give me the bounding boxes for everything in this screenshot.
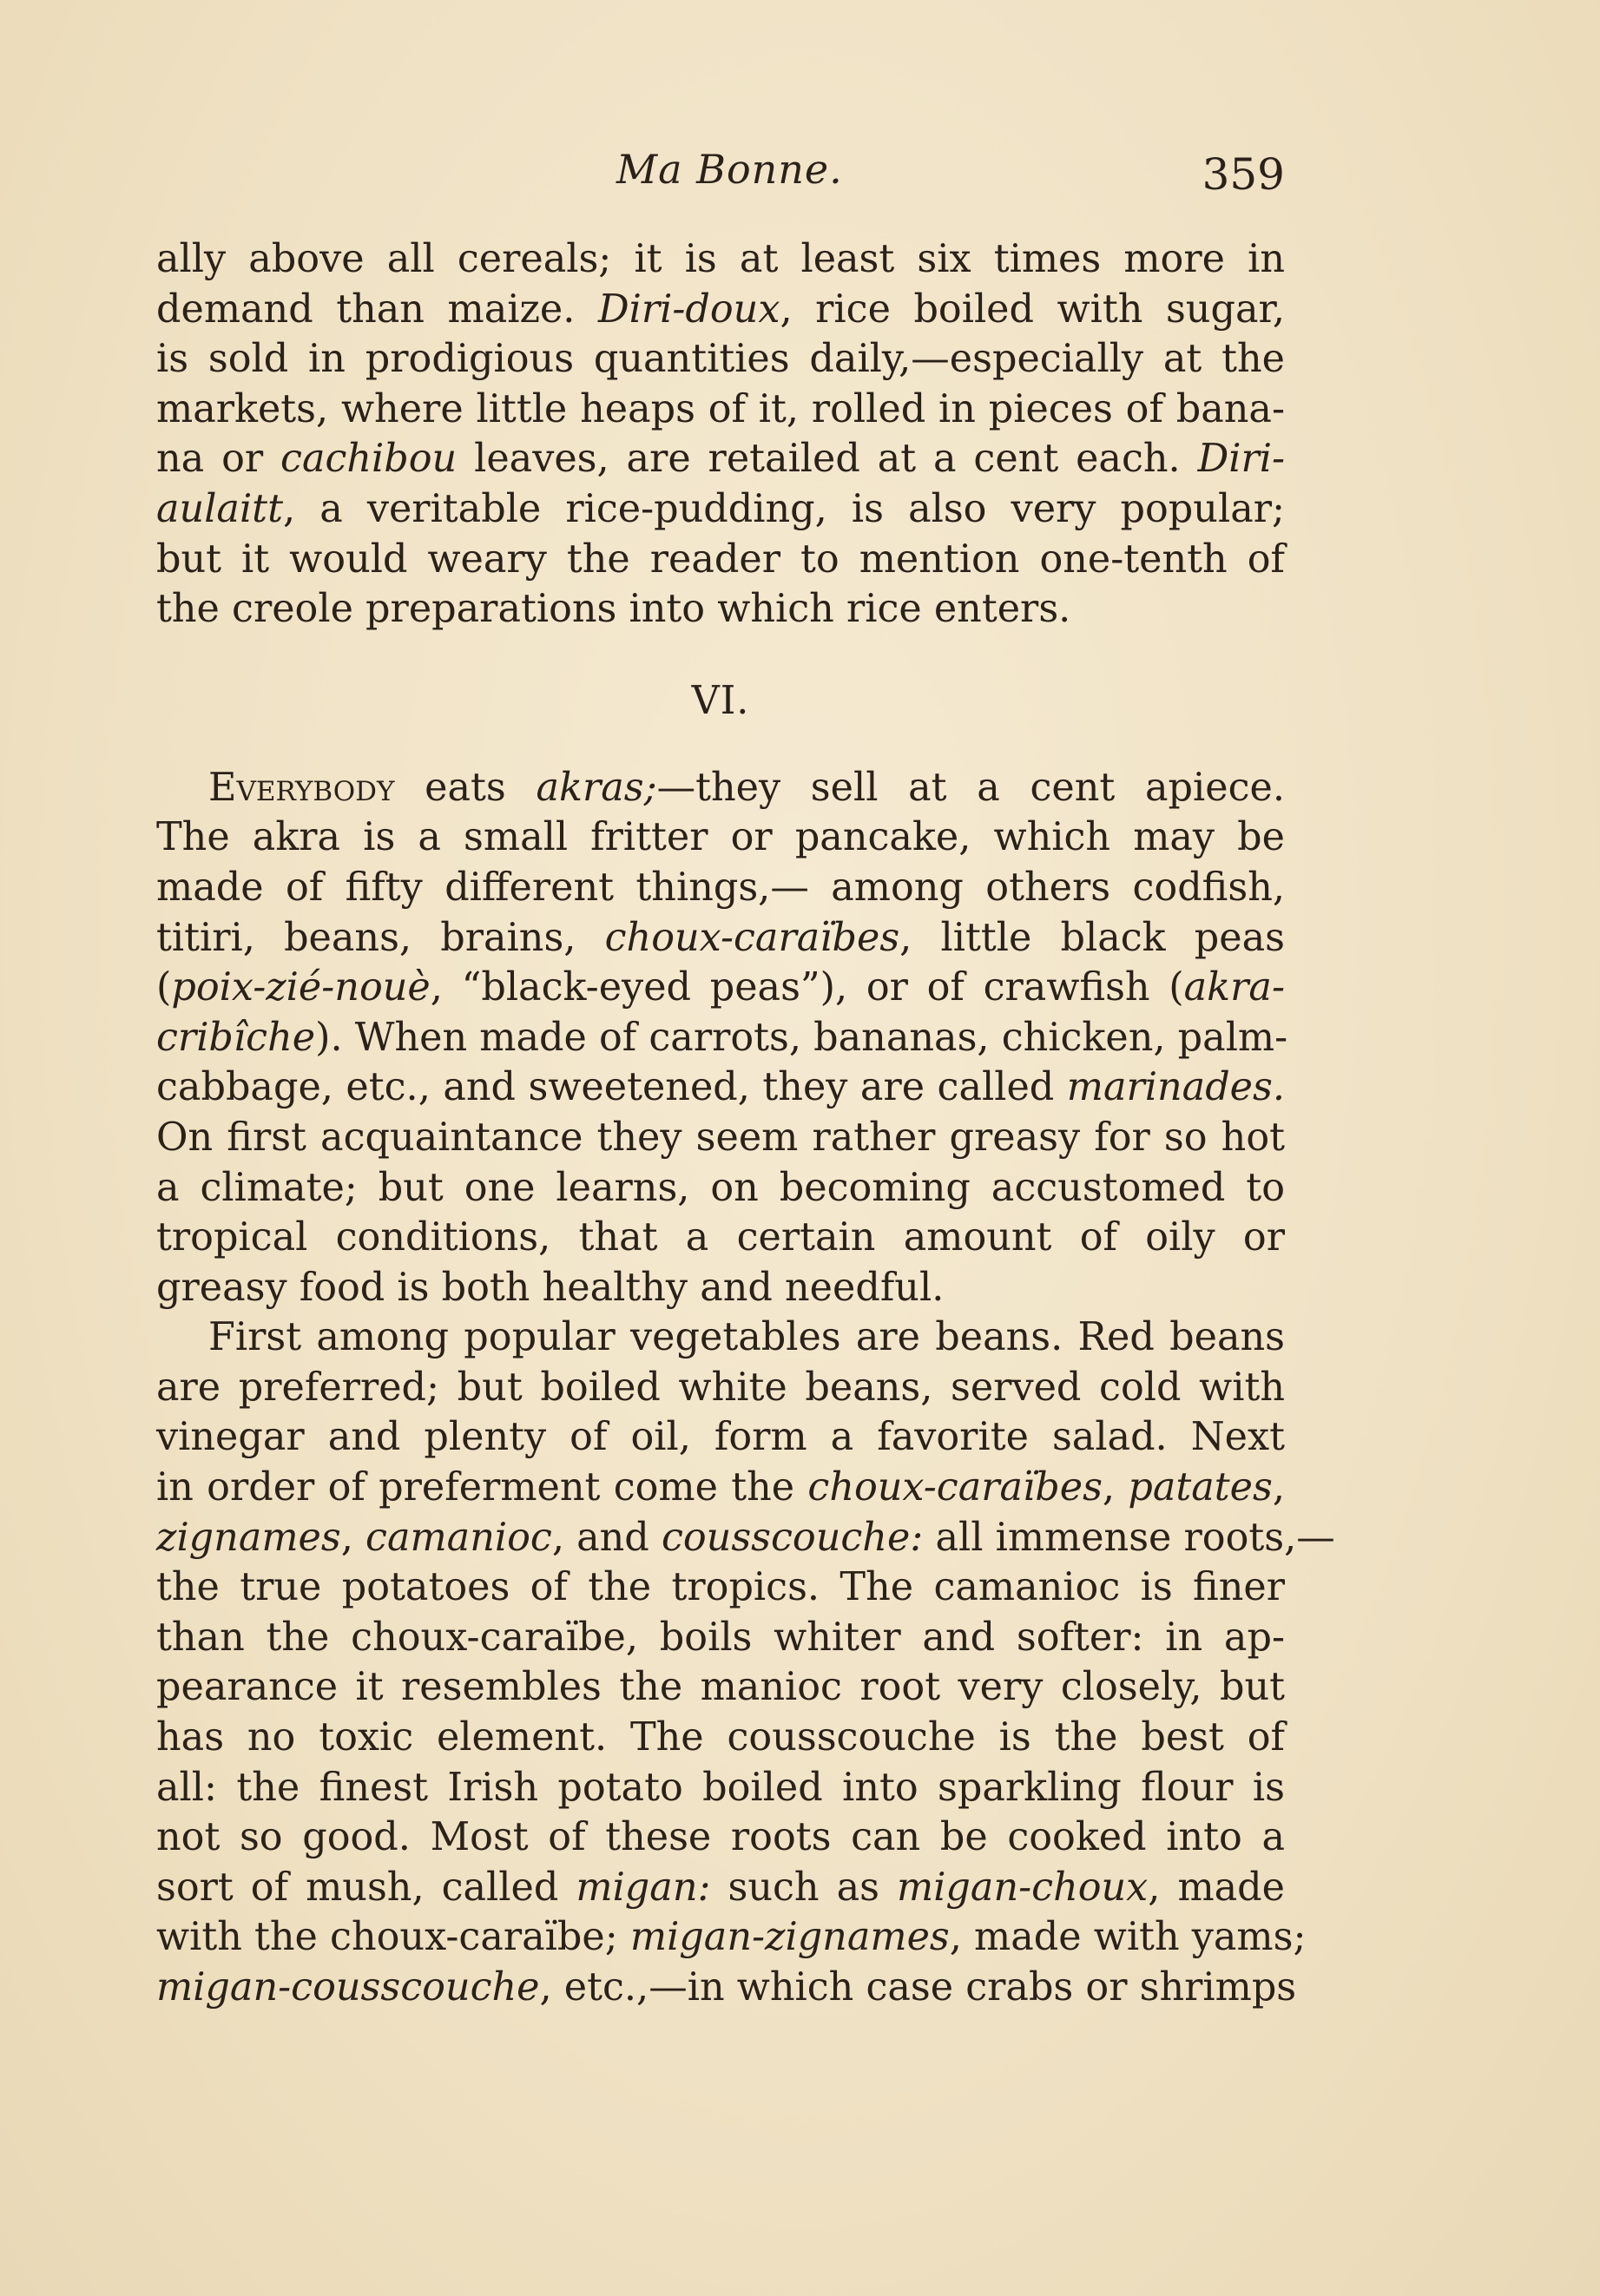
text-run: , etc.,—in which case crabs or shrimps	[539, 1965, 1297, 2010]
italic-term: akras;	[536, 765, 657, 810]
text-line	[156, 484, 1285, 535]
text-run: markets, where little heaps of it, rolled in pieces of bana-	[156, 386, 1285, 431]
text-line	[156, 812, 1285, 863]
text-run: the creole preparations into which rice enters.	[156, 587, 1071, 632]
text-run: ally above all cereals; it is at least six times more in	[156, 237, 1285, 281]
italic-term: camanioc	[365, 1515, 552, 1560]
text-run: , “black-eyed peas”), or of crawfish (	[430, 965, 1184, 1010]
italic-term: aulaitt	[156, 486, 283, 531]
italic-term: cachibou	[280, 437, 458, 482]
italic-term: cousscouche:	[661, 1515, 924, 1560]
italic-term: choux-caraïbes	[604, 915, 900, 960]
running-head	[156, 146, 1285, 207]
text-line	[156, 1363, 1285, 1413]
text-run: First among popular vegetables are beans. Red beans	[208, 1315, 1285, 1360]
italic-term: akra-	[1183, 965, 1285, 1010]
text-run: , made	[1148, 1865, 1285, 1910]
text-run: titiri, beans, brains,	[156, 915, 605, 960]
text-run: a climate; but one learns, on becoming accustomed to	[156, 1165, 1285, 1210]
text-line	[156, 234, 1285, 285]
text-line	[156, 1463, 1285, 1513]
text-line	[156, 1812, 1285, 1863]
italic-term: migan-cousscouche	[156, 1965, 540, 2010]
text-run: —they sell at a cent apiece.	[656, 765, 1285, 810]
text-run: (	[156, 965, 172, 1010]
text-run: ,	[340, 1515, 366, 1560]
italic-term: marinades.	[1066, 1065, 1285, 1110]
text-line	[156, 1863, 1285, 1913]
text-run: than the choux-caraïbe, boils whiter and softer: in ap-	[156, 1615, 1285, 1660]
text-run: , a veritable rice-pudding, is also very popular;	[282, 486, 1285, 531]
text-line	[156, 535, 1285, 585]
text-line	[156, 1763, 1285, 1813]
text-run: , little black peas	[899, 915, 1285, 960]
text-run: ,	[1272, 1465, 1285, 1510]
text-run: all immense roots,—	[923, 1515, 1335, 1560]
text-line	[156, 584, 1285, 635]
text-run: greasy food is both healthy and needful.	[156, 1265, 945, 1310]
text-run: na or	[156, 437, 281, 482]
italic-term: poix-zié-nouè	[171, 965, 431, 1010]
text-run: in order of preferment come the	[156, 1465, 808, 1510]
text-line	[156, 1113, 1285, 1163]
text-line	[156, 334, 1285, 385]
text-line	[156, 1062, 1285, 1113]
text-run: tropical conditions, that a certain amount of oily or	[156, 1215, 1285, 1260]
text-run: made of fifty different things,— among others codfish,	[156, 865, 1285, 910]
text-line	[156, 1613, 1285, 1663]
text-run: has no toxic element. The cousscouche is the best of	[156, 1715, 1285, 1760]
text-line	[156, 913, 1285, 964]
text-run: demand than maize.	[156, 286, 598, 332]
text-line	[156, 863, 1285, 913]
italic-term: Diri-	[1197, 437, 1286, 482]
paragraph-akras	[156, 763, 1288, 1313]
text-run: On first acquaintance they seem rather greasy for so hot	[156, 1115, 1285, 1160]
italic-term: migan-zignames	[629, 1915, 950, 1960]
text-line	[156, 1662, 1285, 1713]
paragraph-continued	[156, 234, 1285, 635]
text-line	[156, 763, 1285, 813]
text-line	[156, 963, 1285, 1013]
text-run: , made with yams;	[949, 1915, 1307, 1960]
text-run: The akra is a small fritter or pancake, which may be	[156, 815, 1285, 860]
text-run: Everybody	[208, 765, 395, 810]
page-number: 359	[1202, 149, 1285, 200]
text-run: ). When made of carrots, bananas, chicken, palm-	[315, 1015, 1288, 1060]
text-run: the true potatoes of the tropics. The camanioc is finer	[156, 1565, 1285, 1610]
text-run: not so good. Most of these roots can be cooked into a	[156, 1815, 1285, 1860]
italic-term: zignames	[156, 1515, 341, 1560]
text-line	[156, 1912, 1307, 1963]
text-line	[156, 1513, 1335, 1563]
text-run: with the choux-caraïbe;	[156, 1915, 630, 1960]
text-run: is sold in prodigious quantities daily,—especially at the	[156, 337, 1285, 382]
text-line	[156, 1263, 1285, 1313]
text-run: but it would weary the reader to mention one-tenth of	[156, 536, 1285, 582]
italic-term: cribîche	[156, 1015, 316, 1060]
italic-term: migan-choux	[897, 1865, 1149, 1910]
italic-term: choux-caraïbes	[807, 1465, 1103, 1510]
text-line	[156, 434, 1285, 484]
text-run: , and	[551, 1515, 662, 1560]
section-heading: VI.	[691, 678, 750, 723]
text-run: vinegar and plenty of oil, form a favorite salad. Next	[156, 1415, 1285, 1460]
text-run: leaves, are retailed at a cent each.	[457, 437, 1198, 482]
text-line	[156, 1412, 1285, 1463]
body-text	[156, 234, 1335, 2013]
text-line	[156, 285, 1285, 335]
text-line	[156, 1163, 1285, 1214]
paragraph-vegetables	[156, 1312, 1335, 2012]
italic-term: migan:	[576, 1865, 711, 1910]
text-run: are preferred; but boiled white beans, served cold with	[156, 1365, 1285, 1410]
text-run: , rice boiled with sugar,	[780, 286, 1285, 332]
text-line	[156, 1213, 1285, 1263]
italic-term: Diri-doux	[597, 286, 780, 332]
italic-term: patates	[1128, 1465, 1273, 1510]
text-line	[156, 1312, 1285, 1363]
text-line	[156, 385, 1285, 435]
running-title: Ma Bonne.	[616, 146, 843, 193]
text-line	[156, 1963, 1297, 2013]
text-line	[156, 1713, 1285, 1763]
text-run: all: the finest Irish potato boiled into sparkling flour is	[156, 1765, 1285, 1810]
text-run: eats	[394, 765, 537, 810]
text-run: sort of mush, called	[156, 1865, 576, 1910]
text-run: pearance it resembles the manioc root very closely, but	[156, 1665, 1285, 1710]
text-line	[156, 1013, 1288, 1063]
text-line	[156, 1562, 1285, 1613]
text-run: such as	[710, 1865, 897, 1910]
text-run: cabbage, etc., and sweetened, they are called	[156, 1065, 1067, 1110]
text-run: ,	[1102, 1465, 1129, 1510]
